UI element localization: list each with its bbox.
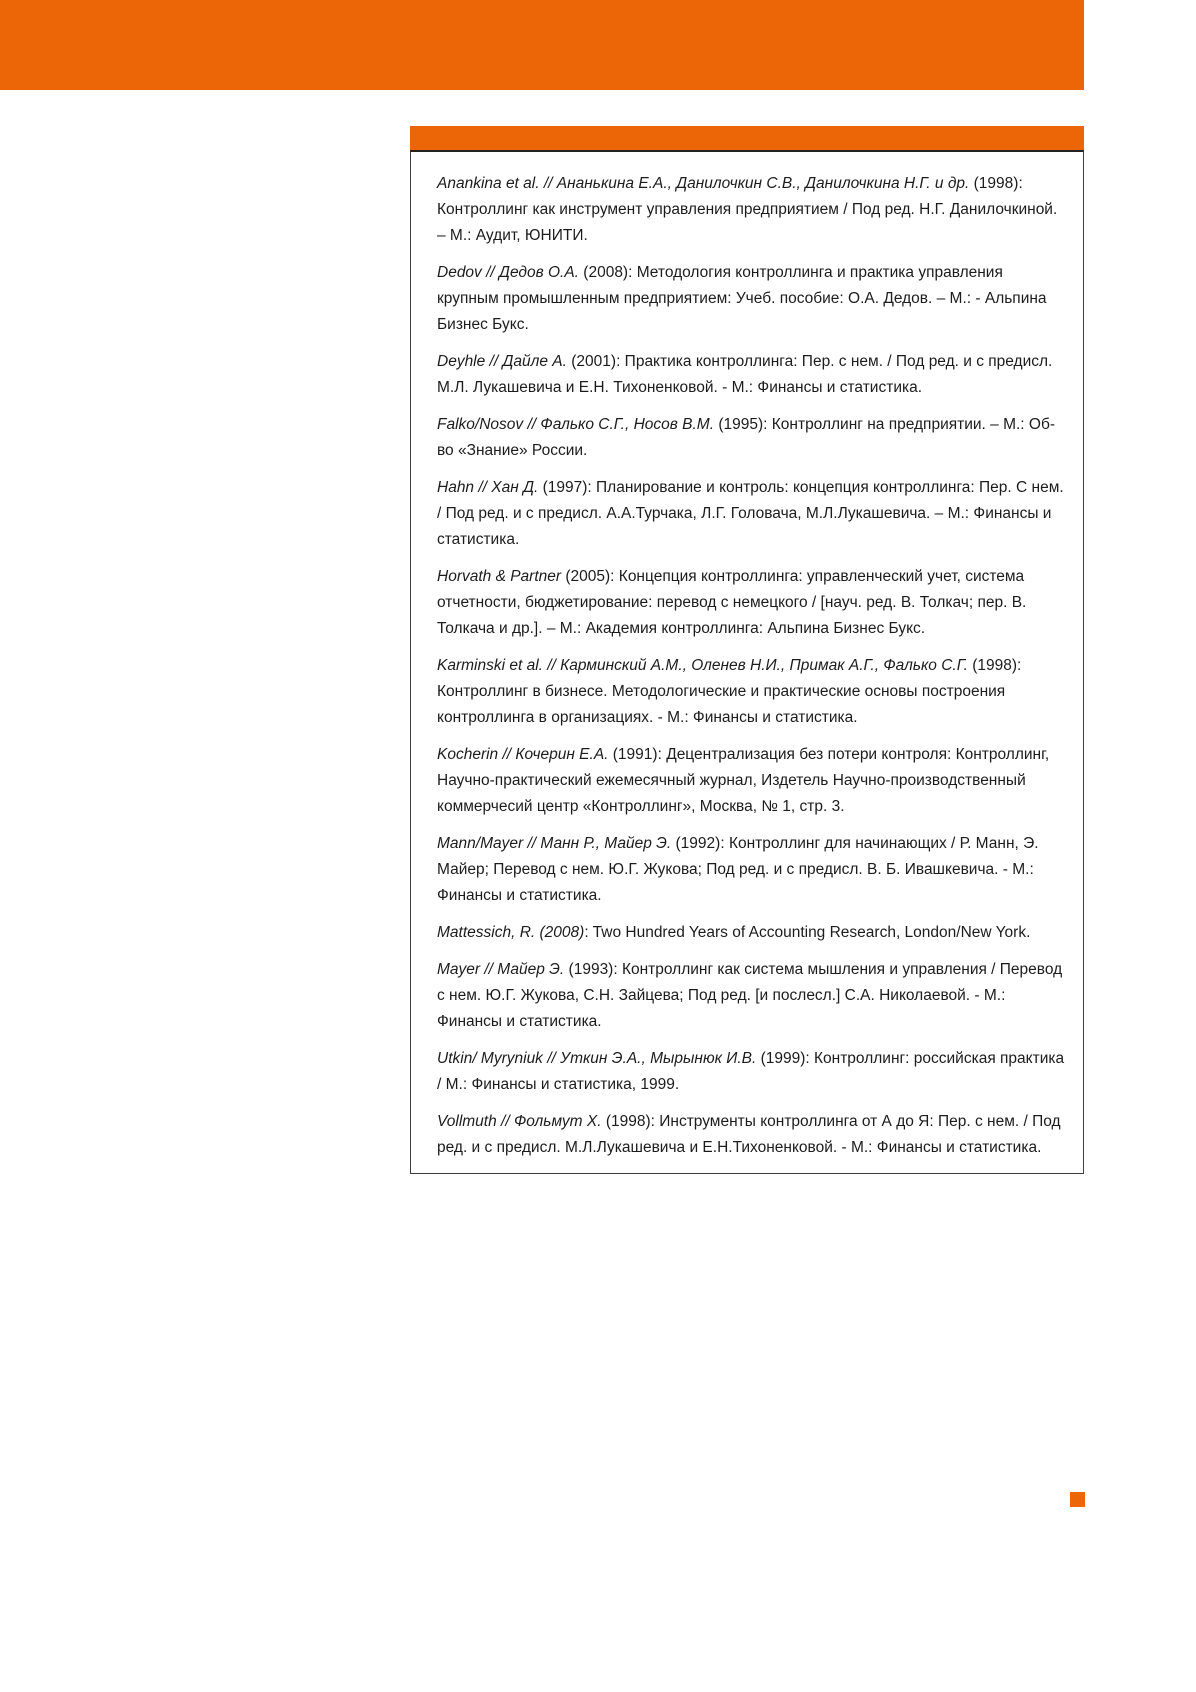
reference-entry xyxy=(437,412,1065,464)
reference-authors: Falko/Nosov // Фалько С.Г., Носов В.М. xyxy=(437,416,715,433)
references-list xyxy=(410,150,1084,1174)
reference-entry xyxy=(437,349,1065,401)
top-banner xyxy=(0,0,1084,90)
reference-authors: Utkin/ Myryniuk // Уткин Э.А., Мырынюк И.В. xyxy=(437,1050,757,1067)
reference-authors: Deyhle // Дайле А. xyxy=(437,353,567,370)
reference-authors: Dedov // Дедов О.А. xyxy=(437,264,579,281)
reference-entry xyxy=(437,564,1065,642)
reference-authors: Mann/Mayer // Манн Р., Майер Э. xyxy=(437,835,672,852)
reference-entry xyxy=(437,831,1065,909)
reference-authors: Kocherin // Кочерин Е.А. xyxy=(437,746,609,763)
reference-entry xyxy=(437,475,1065,553)
references-panel xyxy=(410,126,1084,1174)
reference-entry xyxy=(437,957,1065,1035)
reference-details: (1995): Контроллинг на предприятии. – М.: Об-во «Знание» России. xyxy=(437,416,1056,459)
reference-authors: Anankina et al. // Ананькина Е.А., Данилочкин С.В., Данилочкина Н.Г. и др. xyxy=(437,175,970,192)
reference-details: (1998): Контроллинг как инструмент управления предприятием / Под ред. Н.Г. Данилочкиной. – М.: Аудит, ЮНИТИ. xyxy=(437,175,1058,244)
reference-entry xyxy=(437,920,1065,946)
reference-authors: Mayer // Майер Э. xyxy=(437,961,565,978)
reference-authors: Hahn // Хан Д. xyxy=(437,479,539,496)
reference-authors: Karminski et al. // Карминский А.М., Оленев Н.И., Примак А.Г., Фалько С.Г. xyxy=(437,657,968,674)
reference-authors: Vollmuth // Фольмут Х. xyxy=(437,1113,602,1130)
reference-details: (1998): Контроллинг в бизнесе. Методологические и практические основы построения контроллинга в организациях. - М.: Финансы и статистика. xyxy=(437,657,1022,726)
reference-details: : Two Hundred Years of Accounting Research, London/New York. xyxy=(584,924,1031,941)
reference-entry xyxy=(437,653,1065,731)
reference-entry xyxy=(437,742,1065,820)
reference-details: (1999): Контроллинг: российская практика / М.: Финансы и статистика, 1999. xyxy=(437,1050,1065,1093)
reference-details: (1992): Контроллинг для начинающих / Р. Манн, Э. Майер; Перевод с нем. Ю.Г. Жукова; Под ред. и с предисл. В. Б. Ивашкевича. - М.: Финансы и статистика. xyxy=(437,835,1039,904)
reference-details: (2001): Практика контроллинга: Пер. с нем. / Под ред. и с предисл. М.Л. Лукашевича и Е.Н. Тихоненковой. - М.: Финансы и статистика. xyxy=(437,353,1053,396)
reference-authors: Mattessich, R. (2008) xyxy=(437,924,585,941)
reference-entry xyxy=(437,1046,1065,1098)
reference-authors: Horvath & Partner xyxy=(437,568,562,585)
reference-entry xyxy=(437,171,1065,249)
reference-details: (1991): Децентрализация без потери контроля: Контроллинг, Научно-практический ежемесячный журнал, Издетель Научно-производственный коммерчесий центр «Контроллинг», Москва, № 1, стр. 3. xyxy=(437,746,1050,815)
reference-details: (1993): Контроллинг как система мышления и управления / Перевод с нем. Ю.Г. Жукова, С.Н. Зайцева; Под ред. [и послесл.] С.А. Николаевой. - М.: Финансы и статистика. xyxy=(437,961,1063,1030)
reference-details: (2008): Методология контроллинга и практика управления крупным промышленным предприятием: Учеб. пособие: О.А. Дедов. – М.: - Альпина Бизнес Букс. xyxy=(437,264,1047,333)
panel-accent-strip xyxy=(410,126,1084,150)
reference-details: (1997): Планирование и контроль: концепция контроллинга: Пер. С нем. / Под ред. и с предисл. А.А.Турчака, Л.Г. Головача, М.Л.Лукашевича. – М.: Финансы и статистика. xyxy=(437,479,1064,548)
reference-entry xyxy=(437,1109,1065,1161)
reference-details: (2005): Концепция контроллинга: управленческий учет, система отчетности, бюджетирование: перевод с немецкого / [науч. ред. В. Толкач; пер. В. Толкача и др.]. – М.: Академия контроллинга: Альпина Бизнес Букс. xyxy=(437,568,1027,637)
reference-entry xyxy=(437,260,1065,338)
corner-marker xyxy=(1070,1492,1085,1507)
reference-details: (1998): Инструменты контроллинга от А до Я: Пер. с нем. / Под ред. и с предисл. М.Л.Лукашевича и Е.Н.Тихоненковой. - М.: Финансы и статистика. xyxy=(437,1113,1061,1156)
